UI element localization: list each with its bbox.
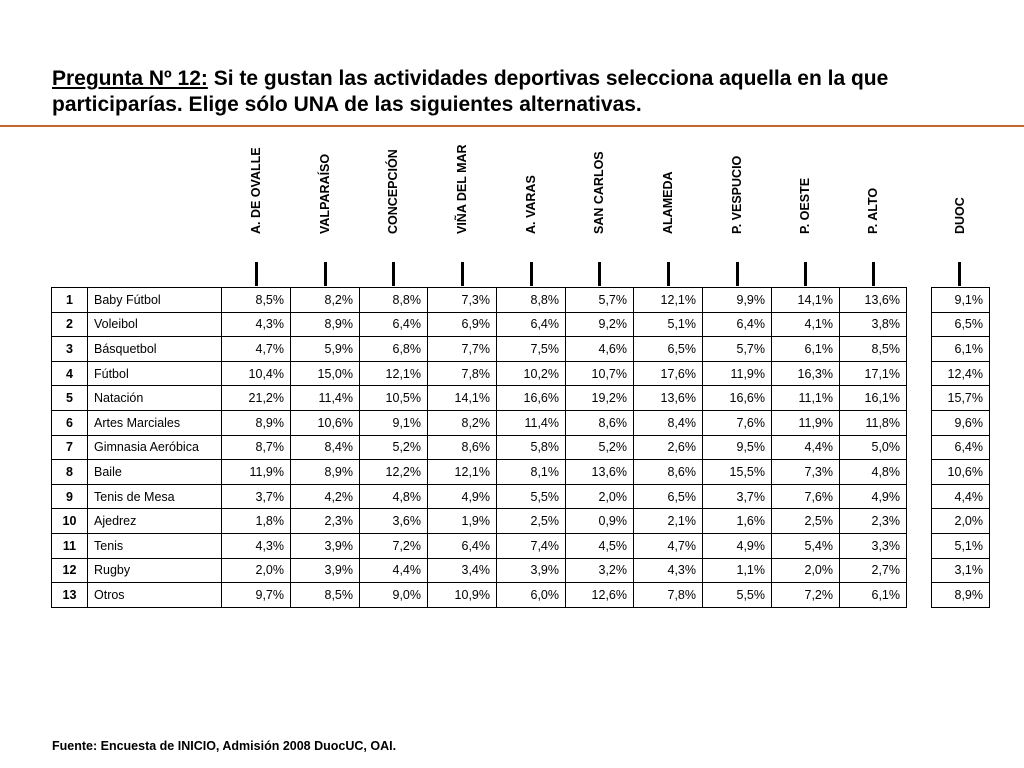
value-cell: 4,8% [840,460,907,485]
column-header-label: CONCEPCIÓN [386,149,400,234]
value-cell: 4,4% [360,558,428,583]
value-cell: 10,4% [222,361,291,386]
column-header-label: DUOC [953,197,967,234]
value-cell: 7,6% [703,410,772,435]
table-row [52,312,907,337]
value-cell: 15,5% [703,460,772,485]
value-cell: 4,7% [634,533,703,558]
value-cell: 7,7% [428,337,497,362]
duoc-value-cell: 9,1% [932,288,990,313]
activity-name: Básquetbol [88,337,222,362]
table-row [932,312,990,337]
value-cell: 4,9% [703,533,772,558]
activity-name: Tenis de Mesa [88,484,222,509]
value-cell: 11,9% [772,410,840,435]
value-cell: 2,5% [497,509,566,534]
value-cell: 7,3% [772,460,840,485]
activity-name: Natación [88,386,222,411]
value-cell: 6,5% [634,484,703,509]
value-cell: 8,2% [291,288,360,313]
value-cell: 8,4% [291,435,360,460]
column-tick [958,262,961,286]
value-cell: 8,7% [222,435,291,460]
column-header [839,148,906,248]
value-cell: 2,0% [772,558,840,583]
value-cell: 3,3% [840,533,907,558]
value-cell: 3,9% [291,533,360,558]
value-cell: 8,5% [291,583,360,608]
value-cell: 11,4% [497,410,566,435]
column-header-label: A. VARAS [523,175,538,234]
value-cell: 6,9% [428,312,497,337]
value-cell: 9,5% [703,435,772,460]
value-cell: 10,7% [566,361,634,386]
column-header [290,148,359,248]
column-header-label: VIÑA DEL MAR [454,144,469,234]
value-cell: 4,1% [772,312,840,337]
value-cell: 10,9% [428,583,497,608]
value-cell: 6,1% [772,337,840,362]
value-cell: 5,7% [703,337,772,362]
value-cell: 5,8% [497,435,566,460]
row-number: 9 [52,484,88,509]
column-header [496,148,565,248]
value-cell: 19,2% [566,386,634,411]
value-cell: 12,1% [428,460,497,485]
value-cell: 6,5% [634,337,703,362]
table-row [52,410,907,435]
value-cell: 14,1% [772,288,840,313]
value-cell: 5,2% [566,435,634,460]
duoc-value-cell: 2,0% [932,509,990,534]
value-cell: 1,8% [222,509,291,534]
value-cell: 0,9% [566,509,634,534]
value-cell: 8,2% [428,410,497,435]
table-row [932,509,990,534]
row-number: 12 [52,558,88,583]
value-cell: 3,4% [428,558,497,583]
value-cell: 8,1% [497,460,566,485]
value-cell: 2,6% [634,435,703,460]
column-tick [461,262,464,286]
value-cell: 14,1% [428,386,497,411]
value-cell: 6,4% [360,312,428,337]
value-cell: 9,9% [703,288,772,313]
value-cell: 5,2% [360,435,428,460]
table-row [932,460,990,485]
value-cell: 2,0% [222,558,291,583]
activity-name: Ajedrez [88,509,222,534]
table-row [932,361,990,386]
value-cell: 8,9% [291,312,360,337]
row-number: 10 [52,509,88,534]
question-label: Pregunta Nº 12: [52,67,208,90]
duoc-value-cell: 4,4% [932,484,990,509]
title-divider [0,125,1024,127]
column-header [633,148,702,248]
table-row [52,484,907,509]
activity-name: Fútbol [88,361,222,386]
table-row [52,583,907,608]
table-row [52,386,907,411]
activity-name: Gimnasia Aeróbica [88,435,222,460]
value-cell: 6,4% [497,312,566,337]
column-tick [530,262,533,286]
source-note: Fuente: Encuesta de INICIO, Admisión 2008 DuocUC, OAI. [52,739,397,753]
column-tick [804,262,807,286]
table-row [932,583,990,608]
value-cell: 7,6% [772,484,840,509]
value-cell: 12,1% [360,361,428,386]
value-cell: 4,3% [222,312,291,337]
column-header-duoc [931,148,989,248]
value-cell: 15,0% [291,361,360,386]
table-row [52,337,907,362]
column-header [565,148,633,248]
column-header-label: A. DE OVALLE [248,147,263,234]
value-cell: 4,3% [634,558,703,583]
value-cell: 3,9% [291,558,360,583]
duoc-value-cell: 9,6% [932,410,990,435]
activity-name: Tenis [88,533,222,558]
value-cell: 8,8% [497,288,566,313]
row-number: 3 [52,337,88,362]
row-number: 7 [52,435,88,460]
value-cell: 2,7% [840,558,907,583]
column-header-label: P. OESTE [798,177,812,234]
column-header-label: P. VESPUCIO [729,155,744,234]
column-header [771,148,839,248]
value-cell: 10,5% [360,386,428,411]
value-cell: 8,9% [222,410,291,435]
value-cell: 5,5% [703,583,772,608]
column-tick [598,262,601,286]
value-cell: 8,9% [291,460,360,485]
duoc-value-cell: 12,4% [932,361,990,386]
value-cell: 13,6% [634,386,703,411]
row-number: 11 [52,533,88,558]
value-cell: 8,5% [840,337,907,362]
question-text: Si te gustan las actividades deportivas selecciona aquella en la que participarías. Elige sólo UNA de las siguientes alternativas. [52,67,889,116]
duoc-value-cell: 6,5% [932,312,990,337]
value-cell: 2,3% [291,509,360,534]
table-row [932,533,990,558]
value-cell: 17,6% [634,361,703,386]
value-cell: 4,4% [772,435,840,460]
value-cell: 8,8% [360,288,428,313]
value-cell: 13,6% [840,288,907,313]
column-header [702,148,771,248]
column-tick [736,262,739,286]
value-cell: 11,1% [772,386,840,411]
value-cell: 5,9% [291,337,360,362]
value-cell: 8,6% [566,410,634,435]
row-number: 6 [52,410,88,435]
table-row [932,288,990,313]
value-cell: 7,8% [428,361,497,386]
value-cell: 9,1% [360,410,428,435]
value-cell: 6,8% [360,337,428,362]
table-row [932,337,990,362]
duoc-value-cell: 6,1% [932,337,990,362]
row-number: 1 [52,288,88,313]
value-cell: 6,4% [703,312,772,337]
value-cell: 4,5% [566,533,634,558]
value-cell: 12,6% [566,583,634,608]
value-cell: 3,6% [360,509,428,534]
value-cell: 1,1% [703,558,772,583]
value-cell: 4,9% [840,484,907,509]
value-cell: 10,2% [497,361,566,386]
value-cell: 7,8% [634,583,703,608]
value-cell: 4,2% [291,484,360,509]
column-tick [392,262,395,286]
duoc-value-cell: 6,4% [932,435,990,460]
table-row [932,484,990,509]
value-cell: 7,2% [360,533,428,558]
table-row [52,509,907,534]
value-cell: 5,5% [497,484,566,509]
table-row [52,558,907,583]
value-cell: 16,1% [840,386,907,411]
value-cell: 13,6% [566,460,634,485]
column-header-label: ALAMEDA [660,171,675,234]
value-cell: 5,0% [840,435,907,460]
value-cell: 7,2% [772,583,840,608]
value-cell: 5,7% [566,288,634,313]
value-cell: 4,6% [566,337,634,362]
column-tick [255,262,258,286]
column-tick [324,262,327,286]
value-cell: 2,0% [566,484,634,509]
activity-name: Baby Fútbol [88,288,222,313]
value-cell: 7,3% [428,288,497,313]
value-cell: 5,4% [772,533,840,558]
duoc-value-cell: 5,1% [932,533,990,558]
value-cell: 8,4% [634,410,703,435]
value-cell: 11,8% [840,410,907,435]
column-header-label: VALPARAÍSO [317,153,332,234]
value-cell: 11,4% [291,386,360,411]
value-cell: 4,9% [428,484,497,509]
column-header-label: SAN CARLOS [592,151,606,234]
value-cell: 16,6% [703,386,772,411]
value-cell: 6,1% [840,583,907,608]
value-cell: 1,6% [703,509,772,534]
row-number: 2 [52,312,88,337]
value-cell: 5,1% [634,312,703,337]
value-cell: 1,9% [428,509,497,534]
value-cell: 8,5% [222,288,291,313]
row-number: 8 [52,460,88,485]
value-cell: 3,2% [566,558,634,583]
table-row [932,558,990,583]
value-cell: 9,2% [566,312,634,337]
value-cell: 3,7% [222,484,291,509]
value-cell: 4,8% [360,484,428,509]
value-cell: 6,4% [428,533,497,558]
table-row [932,386,990,411]
results-table [51,287,907,608]
value-cell: 11,9% [222,460,291,485]
value-cell: 7,4% [497,533,566,558]
column-header [359,148,427,248]
table-row [52,533,907,558]
row-number: 4 [52,361,88,386]
activity-name: Voleibol [88,312,222,337]
value-cell: 21,2% [222,386,291,411]
value-cell: 12,2% [360,460,428,485]
value-cell: 4,7% [222,337,291,362]
table-row [52,435,907,460]
value-cell: 16,6% [497,386,566,411]
value-cell: 16,3% [772,361,840,386]
value-cell: 10,6% [291,410,360,435]
column-tick [872,262,875,286]
value-cell: 9,0% [360,583,428,608]
duoc-value-cell: 10,6% [932,460,990,485]
duoc-value-cell: 3,1% [932,558,990,583]
value-cell: 8,6% [634,460,703,485]
column-header-label: P. ALTO [865,187,880,234]
value-cell: 4,3% [222,533,291,558]
value-cell: 2,5% [772,509,840,534]
table-row [52,361,907,386]
duoc-value-cell: 8,9% [932,583,990,608]
duoc-table [931,287,990,608]
table-row [52,288,907,313]
value-cell: 2,1% [634,509,703,534]
duoc-value-cell: 15,7% [932,386,990,411]
table-row [932,435,990,460]
row-number: 5 [52,386,88,411]
value-cell: 7,5% [497,337,566,362]
value-cell: 9,7% [222,583,291,608]
value-cell: 8,6% [428,435,497,460]
value-cell: 11,9% [703,361,772,386]
activity-name: Baile [88,460,222,485]
activity-name: Artes Marciales [88,410,222,435]
value-cell: 2,3% [840,509,907,534]
table-row [52,460,907,485]
value-cell: 3,9% [497,558,566,583]
row-number: 13 [52,583,88,608]
column-tick [667,262,670,286]
value-cell: 3,7% [703,484,772,509]
value-cell: 3,8% [840,312,907,337]
activity-name: Rugby [88,558,222,583]
page-title [52,66,1002,118]
column-header [221,148,290,248]
value-cell: 17,1% [840,361,907,386]
value-cell: 12,1% [634,288,703,313]
value-cell: 6,0% [497,583,566,608]
activity-name: Otros [88,583,222,608]
column-header [427,144,496,248]
table-row [932,410,990,435]
